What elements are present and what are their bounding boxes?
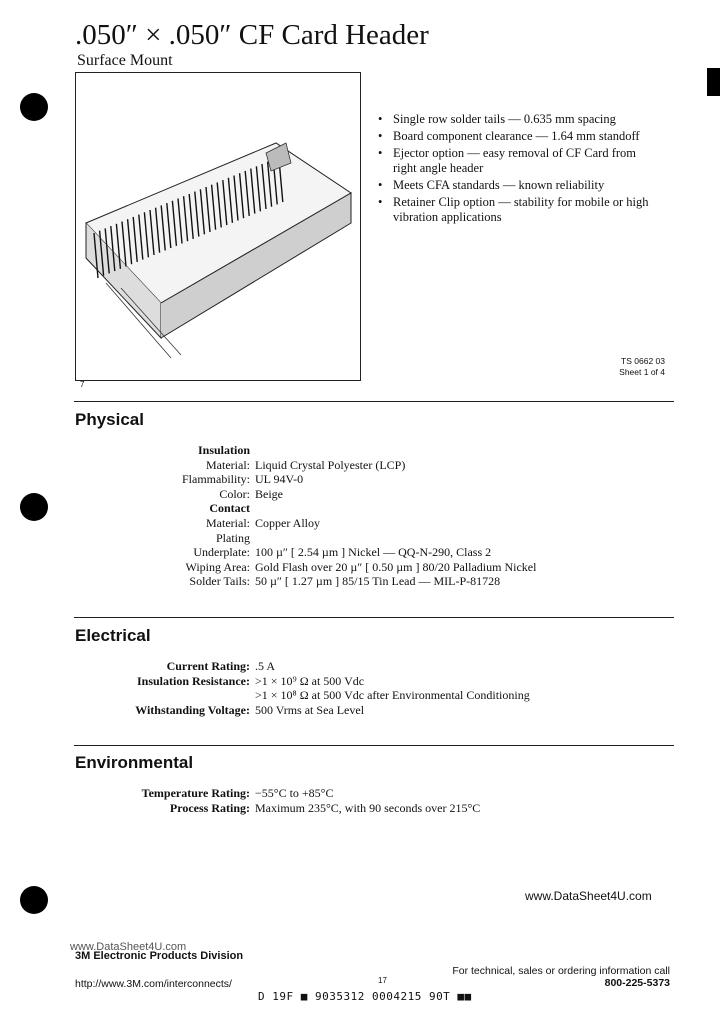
spec-value: 100 µ″ [ 2.54 µm ] Nickel — QQ-N-290, Class 2 [255, 545, 492, 560]
binder-hole-2 [20, 493, 48, 521]
section-divider [74, 401, 674, 402]
spec-value: Liquid Crystal Polyester (LCP) [255, 457, 406, 472]
spec-value: Beige [255, 486, 283, 501]
feature-item: • Ejector option — easy removal of CF Card from right angle header [378, 146, 636, 175]
bullet-icon: • [378, 112, 383, 126]
sheet-number: Sheet 1 of 4 [619, 367, 665, 377]
bullet-icon: • [378, 195, 383, 209]
footer-overlay-text: www.DataSheet4U.com [70, 941, 187, 953]
spec-label: Plating [215, 530, 250, 545]
spec-value: 500 Vrms at Sea Level [255, 702, 365, 717]
spec-label: Wiping Area: [185, 559, 250, 574]
spec-label: Insulation [197, 443, 250, 457]
spec-value: >1 × 10⁹ Ω at 500 Vdc [255, 673, 365, 688]
ts-number: TS 0662 03 [621, 356, 665, 366]
spec-label: Solder Tails: [189, 574, 250, 589]
bullet-icon: • [378, 129, 383, 143]
spec-value: Maximum 235°C, with 90 seconds over 215°C [255, 800, 481, 815]
section-divider [74, 745, 674, 746]
spec-value: 50 µ″ [ 1.27 µm ] 85/15 Tin Lead — MIL-P-81728 [255, 574, 501, 589]
spec-value: UL 94V-0 [255, 472, 304, 487]
spec-label: Underplate: [193, 545, 250, 560]
spec-label: Temperature Rating: [141, 786, 250, 800]
footer-url[interactable]: http://www.3M.com/interconnects/ [75, 978, 232, 990]
binder-hole-1 [20, 93, 48, 121]
feature-item: • Retainer Clip option — stability for mobile or high vibration applications [378, 195, 649, 224]
spec-value: −55°C to +85°C [255, 786, 334, 800]
page-edge-mark [707, 68, 720, 96]
product-photo [75, 72, 361, 381]
spec-label: Flammability: [182, 472, 250, 487]
spec-label: Color: [219, 486, 250, 501]
spec-value: Copper Alloy [255, 515, 320, 530]
figure-number: 7 [80, 380, 85, 389]
spec-label: Withstanding Voltage: [135, 702, 250, 717]
spec-value: >1 × 10⁸ Ω at 500 Vdc after Environmental Conditioning [255, 688, 530, 703]
page-number: 17 [378, 976, 387, 985]
spec-label: Material: [206, 515, 250, 530]
bullet-icon: • [378, 178, 383, 192]
sheet-info [619, 356, 665, 378]
contact-phone: 800-225-5373 [604, 977, 670, 989]
connector-illustration [76, 73, 360, 380]
contact-text: For technical, sales or ordering information call [452, 965, 670, 977]
bullet-icon: • [378, 146, 383, 160]
environmental-heading: Environmental [75, 753, 194, 772]
physical-heading: Physical [75, 410, 144, 429]
feature-item: • Meets CFA standards — known reliability [378, 178, 605, 192]
spec-label: Material: [206, 457, 250, 472]
feature-item: • Board component clearance — 1.64 mm standoff [378, 129, 640, 143]
feature-list [378, 112, 653, 227]
section-divider [74, 617, 674, 618]
page-title: .050″ × .050″ CF Card Header [75, 19, 429, 51]
electrical-heading: Electrical [75, 626, 151, 645]
binder-hole-3 [20, 886, 48, 914]
spec-label: Contact [209, 501, 250, 516]
spec-value: .5 A [255, 659, 276, 673]
spec-label: Current Rating: [166, 659, 250, 673]
watermark-link[interactable]: www.DataSheet4U.com [525, 889, 652, 903]
division-name: 3M Electronic Products Division [75, 950, 244, 962]
feature-item: • Single row solder tails — 0.635 mm spacing [378, 112, 616, 126]
spec-label: Insulation Resistance: [136, 673, 250, 688]
spec-value: Gold Flash over 20 µ″ [ 0.50 µm ] 80/20 Palladium Nickel [255, 559, 537, 574]
barcode-line: D 19F ■ 9035312 0004215 90T ■■ [258, 990, 472, 1003]
page-subtitle: Surface Mount [77, 52, 173, 69]
spec-label: Process Rating: [169, 800, 250, 815]
